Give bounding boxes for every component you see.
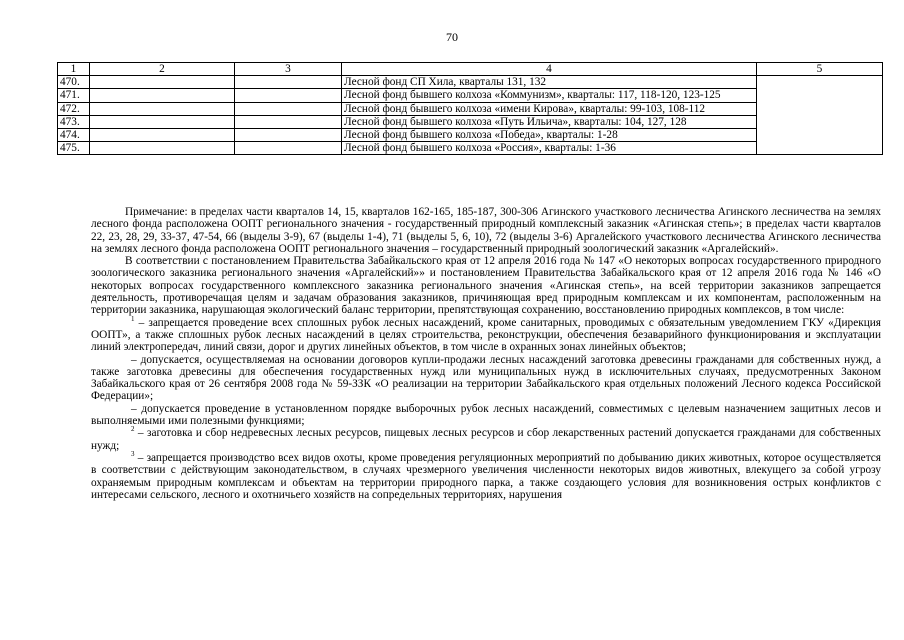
empty-cell (235, 76, 342, 89)
table-row (58, 76, 883, 89)
empty-cell (235, 129, 342, 142)
list-item (91, 449, 881, 501)
empty-cell (90, 76, 235, 89)
list-item-text: – заготовка и сбор недревесных лесных ресурсов, пищевых лесных ресурсов и сбор лекарственных растений допускается гражданами для собственных нужд; (91, 427, 881, 452)
note-paragraph (91, 206, 881, 255)
row-description: Лесной фонд СП Хила, кварталы 131, 132 (342, 76, 757, 89)
empty-cell (757, 76, 883, 155)
intro-text: В соответствии с постановлением Правительства Забайкальского края от 12 апреля 2016 года № 147 «О некоторых вопросах государственного природного зоологического заказника регионального значения «Аргалейский»» и постановлением Правительства Забайкальского края от 12 апреля 2016 года № 146 «О некоторых вопросах государственного комплексного заказника регионального значения «Агинская степь», на всей территории заказников запрещается деятельность, противоречащая целям и задачам образования заказников, причиняющая вред природным комплексам и их компонентам, расположенным на территории заказника, нарушающая экологический баланс территории, препятствующая сохранению, восстановлению природных комплексов, в том числе: (91, 255, 881, 317)
footnote-marker: 3 (131, 449, 135, 458)
forest-fund-table (57, 62, 883, 155)
footnote-marker: 2 (131, 425, 135, 434)
note-text: Примечание: в пределах части кварталов 14, 15, кварталов 162-165, 185-187, 300-306 Агинского участкового лесничества Агинского лесничества на землях лесного фонда расположена ООПТ регионального значения - государственный природный комплексный заказник «Агинская степь»; в пределах части кварталов 22, 23, 28, 29, 33-37, 47-54, 66 (выделы 3-9), 67 (выделы 1-4), 71 (выделы 5, 6, 10), 72 (выделы 3-6) Аргалейского участкового лесничества Агинского лесничества на землях лесного фонда расположена ООПТ регионального значения – государственный природный зоологический заказник «Аргалейский». (91, 206, 881, 255)
row-description: Лесной фонд бывшего колхоза «Россия», кварталы: 1-36 (342, 142, 757, 155)
empty-cell (90, 102, 235, 115)
row-number: 475. (58, 142, 90, 155)
list-item (91, 354, 881, 403)
row-description: Лесной фонд бывшего колхоза «имени Кирова», кварталы: 99-103, 108-112 (342, 102, 757, 115)
row-number: 470. (58, 76, 90, 89)
list-item (91, 314, 881, 354)
list-item (91, 403, 881, 428)
list-item-text: – допускается, осуществляемая на основании договоров купли-продажи лесных насаждений заготовка древесины гражданами для собственных нужд, а также заготовка древесины для обеспечения государственных нужд или муниципальных нужд в исключительных случаях, предусмотренных Законом Забайкальского края от 26 сентября 2008 года № 59-ЗЗК «О реализации на территории Забайкальского края отдельных положений Лесного кодекса Российской Федерации»; (91, 353, 881, 403)
table-header-row (58, 63, 883, 76)
row-number: 473. (58, 115, 90, 128)
row-number: 471. (58, 89, 90, 102)
intro-paragraph (91, 255, 881, 316)
column-header: 4 (342, 63, 757, 76)
row-number: 474. (58, 129, 90, 142)
row-description: Лесной фонд бывшего колхоза «Коммунизм», кварталы: 117, 118-120, 123-125 (342, 89, 757, 102)
row-number: 472. (58, 102, 90, 115)
empty-cell (90, 89, 235, 102)
column-header: 5 (757, 63, 883, 76)
column-header: 2 (90, 63, 235, 76)
column-header: 1 (58, 63, 90, 76)
footnote-marker: 1 (131, 314, 135, 323)
empty-cell (235, 142, 342, 155)
empty-cell (235, 89, 342, 102)
empty-cell (90, 115, 235, 128)
list-item-text: – запрещается проведение всех сплошных рубок лесных насаждений, кроме санитарных, проводимых с обязательным уведомлением ГКУ «Дирекция ООПТ», а также сплошных рубок лесных насаждений в целях строительства, реконструкции, обеспечения безаварийного функционирования и эксплуатации линий электропередач, линий связи, дорог и других линейных объектов, в том числе в охранных зонах линейных объектов; (91, 316, 881, 354)
column-header: 3 (235, 63, 342, 76)
list-item-text: – запрещается производство всех видов охоты, кроме проведения регуляционных мероприятий по добыванию диких животных, которое осуществляется в соответствии с действующим законодательством, в случаях чрезмерного увеличения численности некоторых видов животных, влекущего за собой угрозу охраняемым природным комплексам и объектам на территории природного парка, а также создающего условия для возникновения острых конфликтов с интересами сельского, лесного и охотничьего хозяйств на сопредельных территориях, нарушения (91, 451, 881, 501)
empty-cell (235, 102, 342, 115)
empty-cell (90, 142, 235, 155)
row-description: Лесной фонд бывшего колхоза «Победа», кварталы: 1-28 (342, 129, 757, 142)
document-body (91, 206, 881, 501)
page-number: 70 (446, 30, 458, 44)
row-description: Лесной фонд бывшего колхоза «Путь Ильича», кварталы: 104, 127, 128 (342, 115, 757, 128)
list-item (91, 427, 881, 452)
empty-cell (90, 129, 235, 142)
list-item-text: – допускается проведение в установленном порядке выборочных рубок лесных насаждений, совместимых с целевым назначением защитных лесов и выполняемыми ими полезными функциями; (91, 402, 881, 428)
empty-cell (235, 115, 342, 128)
